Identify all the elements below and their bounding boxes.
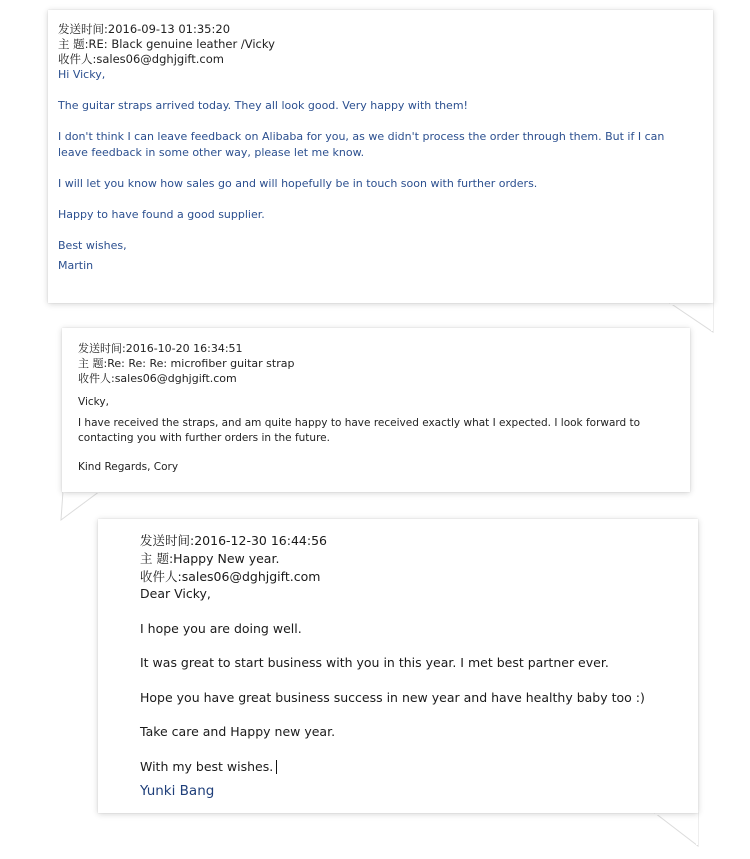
paragraph: I don't think I can leave feedback on Alibaba for you, as we didn't process the order through them. But if I can leave feedback in some other way, please let me know. xyxy=(58,130,665,159)
greeting: Dear Vicky, xyxy=(140,586,211,601)
paragraph: I have received the straps, and am quite happy to have received exactly what I expected. I look forward to contacting you with further orders in the future. xyxy=(78,417,641,444)
paragraph: The guitar straps arrived today. They all look good. Very happy with them! xyxy=(58,99,468,112)
closing-line xyxy=(140,759,698,775)
paragraph: Hope you have great business success in new year and have healthy baby too :) xyxy=(140,689,645,705)
signature: Yunki Bang xyxy=(140,782,215,799)
paragraph: It was great to start business with you in this year. I met best partner ever. xyxy=(140,655,609,670)
paragraph: I hope you are doing well. xyxy=(140,620,302,636)
subject: 主 题:Re: Re: Re: microfiber guitar strap xyxy=(78,357,295,370)
sender-name: Martin xyxy=(58,259,94,272)
subject: 主 题:Happy New year. xyxy=(140,551,280,566)
paragraph: I will let you know how sales go and will hopefully be in touch soon with further orders. xyxy=(58,176,538,190)
email-card-2 xyxy=(62,328,690,492)
recipient: 收件人:sales06@dghjgift.com xyxy=(78,372,237,385)
email-card-1 xyxy=(48,10,713,303)
paragraph: Happy to have found a good supplier. xyxy=(58,207,265,221)
email-body xyxy=(58,67,713,274)
sent-time: 发送时间:2016-12-30 16:44:56 xyxy=(140,533,327,548)
text-cursor xyxy=(276,760,277,774)
closing: Kind Regards, Cory xyxy=(78,461,179,473)
greeting: Hi Vicky, xyxy=(58,68,106,81)
subject: 主 题:RE: Black genuine leather /Vicky xyxy=(58,37,275,51)
sent-time: 发送时间:2016-09-13 01:35:20 xyxy=(58,22,231,36)
greeting: Vicky, xyxy=(78,396,109,408)
email-body xyxy=(140,586,698,800)
email-body xyxy=(78,386,676,475)
recipient: 收件人:sales06@dghjgift.com xyxy=(58,52,224,66)
paragraph: Take care and Happy new year. xyxy=(140,724,336,739)
email-card-3 xyxy=(98,519,698,813)
recipient: 收件人:sales06@dghjgift.com xyxy=(140,569,321,584)
bubble-tail-3 xyxy=(655,808,705,853)
closing: With my best wishes. xyxy=(140,758,274,774)
closing: Best wishes, xyxy=(58,238,127,252)
sent-time: 发送时间:2016-10-20 16:34:51 xyxy=(78,342,243,355)
